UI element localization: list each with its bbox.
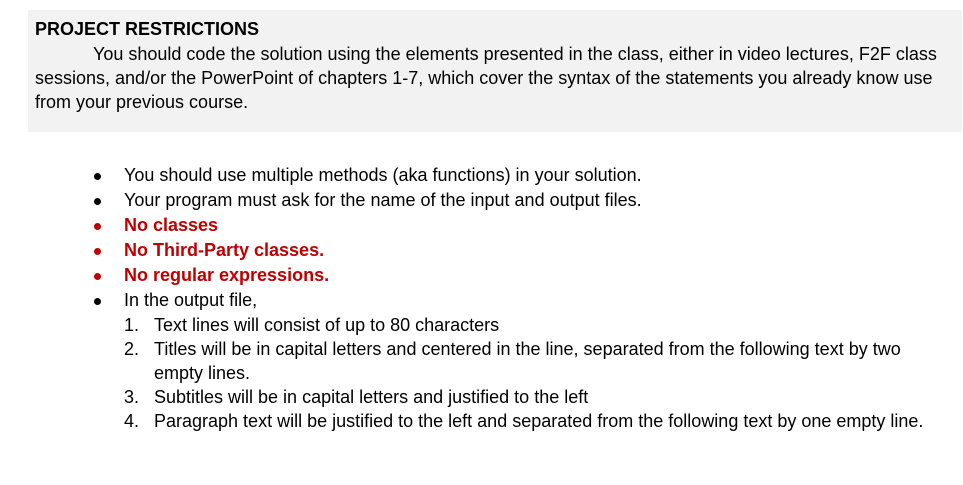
item-text: Subtitles will be in capital letters and justified to the left — [154, 387, 589, 407]
bullet-icon — [94, 273, 101, 280]
item-number: 4. — [124, 411, 140, 431]
item-text: Paragraph text will be justified to the left and separated from the following text by one empty line. — [154, 411, 924, 431]
numbered-item — [124, 337, 944, 385]
bullet-item — [0, 288, 944, 433]
bullet-item — [0, 188, 944, 213]
intro-paragraph: You should code the solution using the elements presented in the class, either in video lectures, F2F class sessions, and/or the PowerPoint of chapters 1-7, which cover the syntax of the statements you already know use from your previous course. — [35, 44, 937, 112]
bullet-text: In the output file, — [124, 290, 258, 310]
numbered-item — [124, 385, 944, 409]
bullet-text: No Third-Party classes. — [124, 240, 325, 260]
bullet-text: You should use multiple methods (aka functions) in your solution. — [124, 165, 642, 185]
header-shaded-box — [28, 10, 962, 132]
numbered-item — [124, 409, 944, 433]
bullet-icon — [94, 248, 101, 255]
item-number: 2. — [124, 339, 140, 359]
bullet-item — [0, 163, 944, 188]
item-number: 1. — [124, 315, 140, 335]
bullet-text: No classes — [124, 215, 219, 235]
bullet-text: Your program must ask for the name of the input and output files. — [124, 190, 642, 210]
bullet-icon — [94, 223, 101, 230]
restrictions-list — [0, 163, 944, 433]
section-title: PROJECT RESTRICTIONS — [35, 19, 260, 39]
output-rules-list — [124, 313, 944, 433]
bullet-item-emphasis — [0, 263, 944, 288]
item-number: 3. — [124, 387, 140, 407]
item-text: Text lines will consist of up to 80 characters — [154, 315, 500, 335]
bullet-icon — [94, 298, 101, 305]
bullet-icon — [94, 173, 101, 180]
item-text: Titles will be in capital letters and centered in the line, separated from the following text by two empty lines. — [154, 339, 901, 383]
numbered-item — [124, 313, 944, 337]
bullet-item-emphasis — [0, 238, 944, 263]
bullet-item-emphasis — [0, 213, 944, 238]
bullet-text: No regular expressions. — [124, 265, 330, 285]
bullet-icon — [94, 198, 101, 205]
